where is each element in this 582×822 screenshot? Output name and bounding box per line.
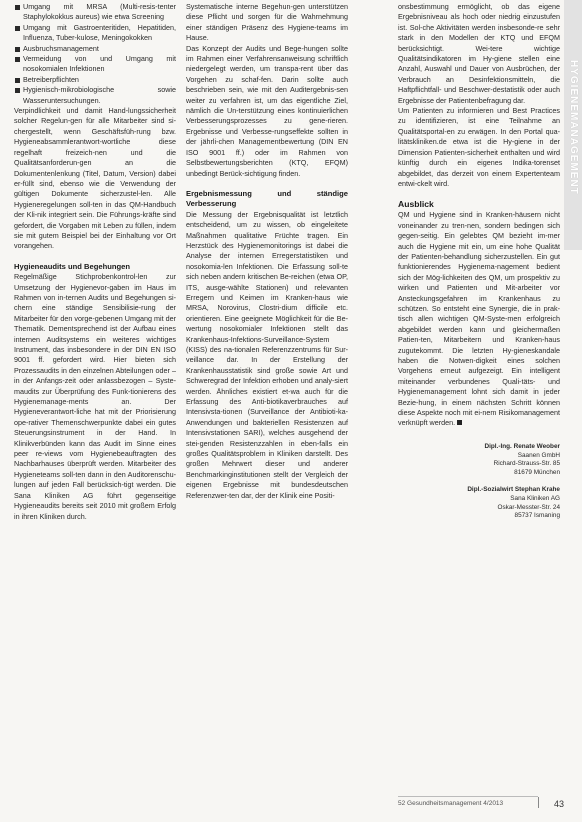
author-line: Saanen GmbH xyxy=(517,451,560,459)
bullet-list xyxy=(14,2,176,106)
author-line: Oskar-Messter-Str. 24 xyxy=(497,503,560,511)
section-heading: Ausblick xyxy=(398,199,434,210)
paragraph: Die Messung der Ergebnisqualität ist letztlich entscheidend, um zu wissen, ob eingeleitete Maßnahmen qualitative Früchte tragen. Ein Herzstück des Hygienemonitorings ist dabei die Analyse der internen Erregerstatistiken und nosokomia-len Infektionen. Die Erfassung soll-te sich neben andern kritischen Be-reichen (etwa OP, ITS, ausge-wählte Stationen) und relevanten Erregern und Keimen im Kranken-haus wie MRSA, Norovirus, Clostri-dium difficile etc. orientieren. Eine geeignete Möglichkeit für die Be-wertung nosokomialer Infektionen stellt das Krankenhaus-Infektions-Surveillance-System (KISS) des na-tionalen Referenzzentrums für Sur-veillance dar. In der Erstellung der Krankenhausstatistik sind große sowie Art und Schweregrad der Infektion erhoben und analy-siert werden. Ähnliches existiert et-wa auch für die Erfassung des Anti-biotikaverbrauches auf Intensivsta-tionen (Surveillance der Antibioti-ka-Anwendungen und bakteriellen Resistenzen auf Intensivstationen SARI), welches ausgehend der stei-genden Resistenzzahlen in eben-falls ein großes Qualitätsproblem in Kliniken darstellt. Des großen Mehrwert dieser und anderer Benchmarkinginstitutionen stellt der Vergleich der eigenen Ergebnisse mit bundesdeutschen Referenzwer-ten dar, der der Klinik eine Positi- xyxy=(186,209,348,500)
author-line: 85737 Ismaning xyxy=(514,512,560,520)
bullet-item: Vermeidung von und Umgang mit nosokomialen Infektionen xyxy=(14,54,176,75)
paragraph: Regelmäßige Stichprobenkontrol-len zur Umsetzung der Hygienevor-gaben im Haus im Rahmen von in-ternen Audits und Begehungen si-chern eine ständige Sensibilisie-rung der Mitarbeiter für den vorge-gebenen Umgang mit der Thematik. Dementsprechend ist der Aufbau eines internen Auditsystems ein weiteres wichtiges Instrument, das insbesondere in der DIN EN ISO 9001 ff. gefordert wird. Hier bieten sich Prozessaudits in den einzelnen Abteilungen oder – in der Anfangs-zeit oder anlassbezogen – Syste-maudits zur Überprüfung des Funk-tionierens des Hygienemanage-ments an. Der Hygieneverantwort-liche hat mit der Priorisierung ope-rativer Themenschwerpunkte dabei ein gutes Steuerungsinstrument in der Hand. In Klinikverbünden kann das Audit im Sinne eines peer re-views vom Hygienebeauftragten des Nachbarhauses überprüft werden. Mitarbeiter des Hygieneteams soll-ten dann in den Auditorenschu-lungen auf jeden Fall berücksich-tigt werden. Die Sana Kliniken AG führt gegenseitige Hygieneaudits bereits seit 2010 mit großem Erfolg in ihren Kliniken durch. xyxy=(14,272,176,521)
author-line: Richard-Strauss-Str. 85 xyxy=(493,460,560,468)
end-mark-icon xyxy=(457,420,462,425)
footer-separator xyxy=(538,797,539,808)
author-box xyxy=(398,443,560,521)
page-number: 43 xyxy=(554,799,565,809)
bullet-item: Hygienisch-mikrobiologische sowie Wasseruntersuchungen. xyxy=(14,85,176,106)
paragraph xyxy=(398,210,560,429)
section-sidebar xyxy=(564,0,582,250)
author-line: Sana Kliniken AG xyxy=(510,494,560,502)
section-heading: Ergebnismessung und ständige Verbesserung xyxy=(186,188,348,209)
paragraph: Das Konzept der Audits und Bege-hungen sollte im Rahmen einer Verfahrensanweisung schriftlich niedergelegt werden, um transpa-rent über das Vorgehen zu schaf-fen. Darin sollte auch beschrieben sein, wie mit den Auditergebnis-sen weiter zu verfahren ist, um das eigentliche Ziel, nämlich die Un-terstützung eines kontinuierlichen Verbesserungsprozesses zu gene-rieren. Ergebnisse und Verbesse-rungseffekte sollten in der jährli-chen Managementbewertung (DIN EN ISO 9001 ff.) oder im Rahmen von Selbstbewertungsberichten (KTQ, EFQM) unbedingt Berück-sichtigung finden. xyxy=(186,43,348,178)
sidebar-label: HYGIENEMANAGEMENT xyxy=(568,60,579,195)
section-heading: Hygieneaudits und Begehungen xyxy=(14,261,131,271)
bullet-item: Umgang mit Gastroenteritiden, Hepatitiden, Influenza, Tuber-kulose, Meningokokken xyxy=(14,23,176,44)
publication-label: 52 Gesundheitsmanagement 4/2013 xyxy=(398,800,504,807)
author-block xyxy=(398,443,560,478)
bullet-item: Betreiberpflichten xyxy=(14,75,176,85)
bullet-item: Umgang mit MRSA (Multi-resis-tenter Staphylokokkus aureus) wie etwa Screening xyxy=(14,2,176,23)
author-name: Dipl.-Sozialwirt Stephan Krahe xyxy=(467,486,560,494)
column-3 xyxy=(398,2,560,529)
bullet-item: Ausbruchsmanagement xyxy=(14,44,176,54)
page-footer xyxy=(398,796,578,810)
paragraph-text: QM und Hygiene sind in Kranken-häusern nicht voneinander zu tren-nen, sondern bedingen sich gegen-seitig. Ein gelebtes QM bezieht im-mer auch die Hygiene mit ein, um eine hohe Qualität der Patienten-behandlung sicherzustellen. Ein gut funktionierendes Hygienema-nagement bedient sich der Mög-lichkeiten des QM, um prospektiv zu wirken und Patienten und Mit-arbeiter vor Ansteckungsgefahren im Krankenhaus zu schützen. So entsteht eine Synergie, die in prak-tisch allen wichtigen QM-Syste-men erfolgreich abgebildet werden kann und gleichermaßen Patien-ten, Mitarbeitern und Kranken-haus zugutekommt. Die letzten Hy-gieneskandale haben die Notwen-digkeit eines solchen Vorgehens erneut aufgezeigt. Ein intelligent miteinander verbundenes Quali-täts- und Hygienemanagement lohnt sich damit in jeder Bezie-hung, in einem nächsten Schritt können diese Aspekte noch mit ei-nem Risikomanagement verknüpft werden. xyxy=(398,210,560,428)
column-1 xyxy=(14,2,176,522)
paragraph: Verpindlichkeit und damit Hand-lungssicherheit solcher Regelun-gen für alle Mitarbeiter sind si-chergestellt, wenn Geschäftsfüh-rung bzw. Hygieneabsammlerantwort-wortliche diese regelhaft freizeich-nen und die Qualitätsanforderun-gen an die Dokumentenlenkung (Titel, Datum, Version) dabei er-füllt sind, ebenso wie die Verwendung der gültigen Dokumente sicherzustel-len. Alle Hygieneregelungen soll-ten in das QM-Handbuch der Kli-nik integriert sein. Die Führungs-kräfte sind gefordert, die Vorgaben mit Leben zu füllen, indem sie mit gutem Beispiel bei der Einhaltung vor Ort vorangehen. xyxy=(14,106,176,251)
author-block xyxy=(398,486,560,521)
column-2 xyxy=(186,2,348,501)
paragraph: Systematische interne Begehun-gen unterstützen diese Pflicht und sorgen für die Wahrnehmung einer ständigen Präsenz des Hygiene-teams im Hause. xyxy=(186,2,348,43)
author-line: 81679 München xyxy=(514,469,560,477)
author-name: Dipl.-Ing. Renate Weober xyxy=(484,442,560,450)
paragraph: onsbestimmung ermöglicht, ob das eigene Ergebnisniveau als hoch oder niedrig einzustufen ist. Sol-che Aktivitäten werden insbesonde-re sehr stark in den Modellen der KTQ und EFQM berücksichtigt. Wei-tere wichtige Qualitätsindikatoren im Hy-giene stellen eine Anzahl, Auswahl und Dauer von Ausbrüchen, der Verbrauch an Desinfektionsmitteln, die Haftpflichtfall- und Beschwer-destatistik oder auch Ergebnisse der Patientenbefragung dar. xyxy=(398,2,560,105)
paragraph: Um Patienten zu informieren und Best Practices zu identifizieren, ist eine Teilnahme an Qualitätsportal-en zu erwägen. In den Portal qua-litätskliniken.de etwa ist die Hy-giene in der Dimension Patienten-sicherheit enthalten und wird künftig durch ein eigenes Indika-torenset abgebildet, das derzeit von einem Expertenteam entwi-ckelt wird. xyxy=(398,106,560,188)
